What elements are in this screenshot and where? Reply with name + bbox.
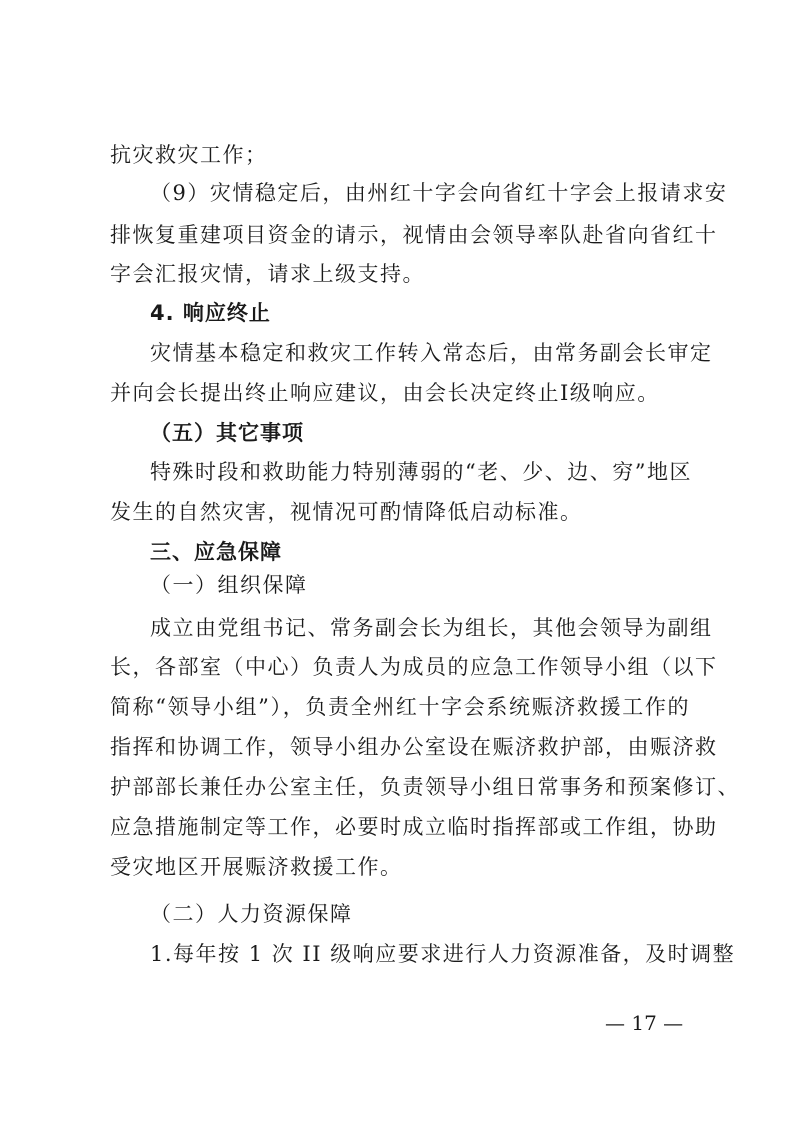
page-number: — 17 —	[605, 1011, 684, 1035]
text-line: 特殊时段和救助能力特别薄弱的“老、少、边、穷”地区	[150, 460, 692, 484]
section-heading: 三、应急保障	[150, 540, 282, 564]
text-line: 字会汇报灾情，请求上级支持。	[110, 262, 425, 286]
text-line: 并向会长提出终止响应建议，由会长决定终止Ⅰ级响应。	[110, 381, 660, 405]
text-line: 护部部长兼任办公室主任，负责领导小组日常事务和预案修订、	[110, 775, 740, 799]
text-line: 发生的自然灾害，视情况可酌情降低启动标准。	[110, 500, 583, 524]
text-line: 简称“领导小组”），负责全州红十字会系统赈济救援工作的	[110, 695, 690, 719]
text-line: 受灾地区开展赈济救援工作。	[110, 855, 403, 879]
text-line: 长，各部室（中心）负责人为成员的应急工作领导小组（以下	[110, 655, 718, 679]
text-line: 排恢复重建项目资金的请示，视情由会领导率队赴省向省红十	[110, 223, 718, 247]
section-heading: 4. 响应终止	[150, 301, 271, 325]
text-line: （9）灾情稳定后，由州红十字会向省红十字会上报请求安	[150, 181, 728, 205]
text-line: 指挥和协调工作，领导小组办公室设在赈济救护部，由赈济救	[110, 735, 718, 759]
text-line: 应急措施制定等工作，必要时成立临时指挥部或工作组，协助	[110, 815, 718, 839]
text-line: 成立由党组书记、常务副会长为组长，其他会领导为副组	[150, 616, 713, 640]
section-heading: （五）其它事项	[150, 421, 304, 445]
subsection-heading: （一）组织保障	[150, 573, 308, 597]
text-line: 灾情基本稳定和救灾工作转入常态后，由常务副会长审定	[150, 341, 713, 365]
text-line: 1.每年按 1 次 II 级响应要求进行人力资源准备，及时调整	[150, 942, 736, 966]
text-line: 抗灾救灾工作；	[110, 143, 268, 167]
subsection-heading: （二）人力资源保障	[150, 902, 353, 926]
